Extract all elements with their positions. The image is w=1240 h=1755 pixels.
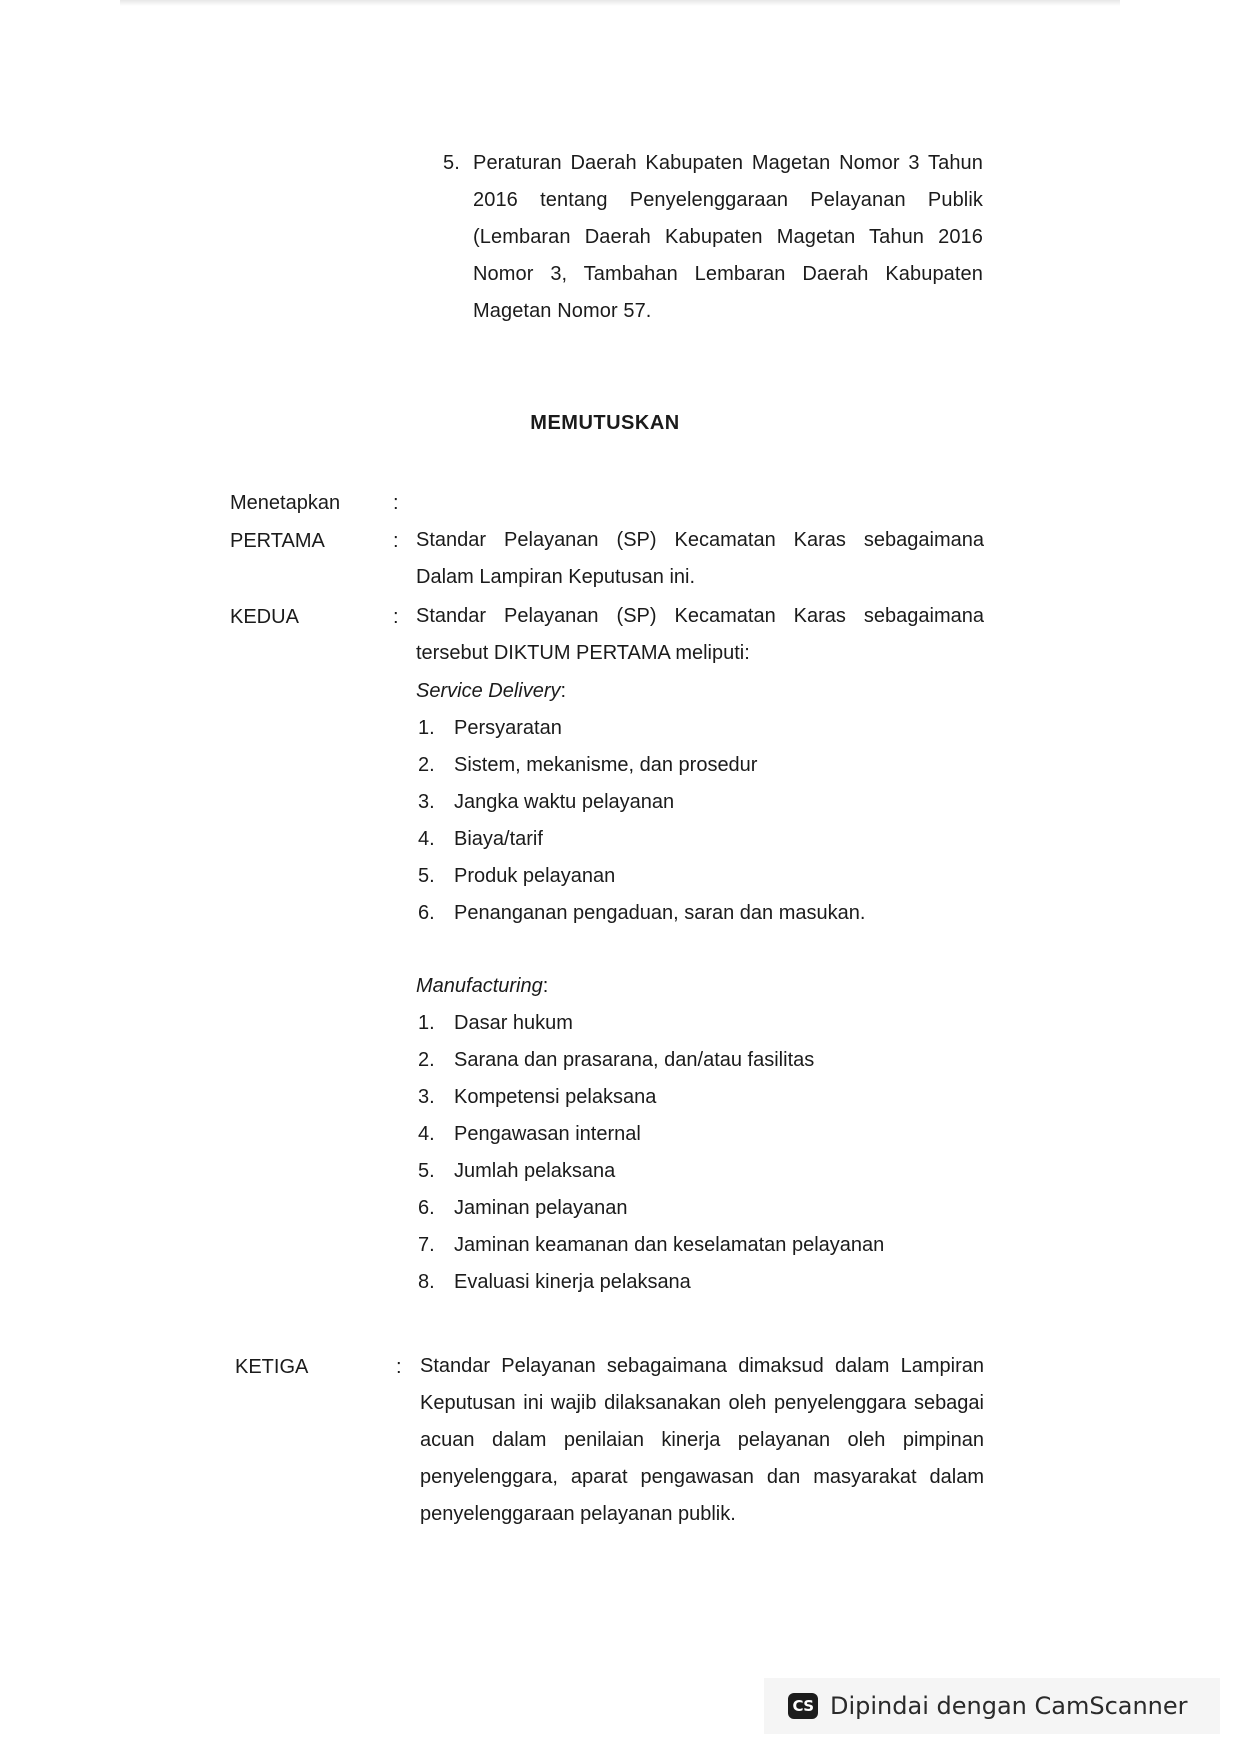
- list-number: 6.: [418, 1197, 435, 1219]
- list-text: Evaluasi kinerja pelaksana: [454, 1271, 691, 1293]
- manufacturing-list: [418, 1005, 984, 1301]
- manufacturing-title: Manufacturing: [416, 975, 543, 997]
- list-number: 1.: [418, 1012, 435, 1034]
- list-text: Persyaratan: [454, 717, 562, 739]
- list-item: [418, 895, 984, 932]
- scan-edge-shadow: [120, 0, 1120, 6]
- list-text: Sistem, mekanisme, dan prosedur: [454, 754, 758, 776]
- list-text: Jangka waktu pelayanan: [454, 791, 675, 813]
- list-text: Produk pelayanan: [454, 865, 616, 887]
- list-item: [418, 1227, 984, 1264]
- list-number: 6.: [418, 902, 435, 924]
- manufacturing-colon: :: [542, 975, 549, 997]
- list-item: [418, 1190, 984, 1227]
- list-item: [418, 747, 984, 784]
- kedua-label: KEDUA: [230, 606, 299, 628]
- service-delivery-list: [418, 710, 984, 932]
- pertama-colon: :: [393, 530, 399, 552]
- consideration-number: 5.: [443, 152, 460, 174]
- camscanner-logo-icon: CS: [788, 1693, 818, 1719]
- list-number: 2.: [418, 754, 435, 776]
- service-delivery-colon: :: [560, 680, 567, 702]
- list-text: Dasar hukum: [454, 1012, 573, 1034]
- list-number: 1.: [418, 717, 435, 739]
- list-text: Jaminan pelayanan: [454, 1197, 628, 1219]
- consideration-text: Peraturan Daerah Kabupaten Magetan Nomor 3 Tahun 2016 tentang Penyelenggaraan Pelayanan Publik (Lembaran Daerah Kabupaten Magetan Tahun 2016 Nomor 3, Tambahan Lembaran Daerah Kabupaten Magetan Nomor 57.: [473, 152, 983, 322]
- list-number: 3.: [418, 791, 435, 813]
- camscanner-text: Dipindai dengan CamScanner: [830, 1692, 1188, 1720]
- ketiga-colon: :: [396, 1356, 402, 1378]
- camscanner-watermark: [764, 1678, 1220, 1734]
- list-item: [418, 1042, 984, 1079]
- manufacturing-heading: [416, 968, 984, 1005]
- decision-heading: MEMUTUSKAN: [530, 412, 680, 434]
- list-item: [418, 1079, 984, 1116]
- list-number: 4.: [418, 1123, 435, 1145]
- list-number: 2.: [418, 1049, 435, 1071]
- pertama-text: Standar Pelayanan (SP) Kecamatan Karas sebagaimana Dalam Lampiran Keputusan ini.: [416, 529, 984, 588]
- list-number: 8.: [418, 1271, 435, 1293]
- list-text: Biaya/tarif: [454, 828, 543, 850]
- list-item: [418, 1005, 984, 1042]
- pertama-label: PERTAMA: [230, 530, 325, 552]
- list-number: 5.: [418, 1160, 435, 1182]
- list-item: [418, 1264, 984, 1301]
- kedua-text: Standar Pelayanan (SP) Kecamatan Karas sebagaimana tersebut DIKTUM PERTAMA meliputi:: [416, 605, 984, 664]
- list-item: [418, 784, 984, 821]
- list-item: [418, 710, 984, 747]
- ketiga-text: Standar Pelayanan sebagaimana dimaksud dalam Lampiran Keputusan ini wajib dilaksanakan oleh penyelenggara sebagai acuan dalam penilaian kinerja pelayanan oleh pimpinan penyelenggara, aparat pengawasan dan masyarakat dalam penyelenggaraan pelayanan publik.: [420, 1355, 984, 1525]
- menetapkan-label: Menetapkan: [230, 492, 341, 514]
- list-number: 5.: [418, 865, 435, 887]
- list-text: Kompetensi pelaksana: [454, 1086, 657, 1108]
- list-text: Sarana dan prasarana, dan/atau fasilitas: [454, 1049, 815, 1071]
- menetapkan-colon: :: [393, 492, 399, 514]
- list-item: [418, 858, 984, 895]
- list-text: Penanganan pengaduan, saran dan masukan.: [454, 902, 866, 924]
- list-item: [418, 1153, 984, 1190]
- ketiga-label: KETIGA: [235, 1356, 309, 1378]
- kedua-colon: :: [393, 606, 399, 628]
- list-number: 3.: [418, 1086, 435, 1108]
- service-delivery-heading: [416, 673, 984, 710]
- list-text: Pengawasan internal: [454, 1123, 641, 1145]
- list-item: [418, 821, 984, 858]
- list-item: [418, 1116, 984, 1153]
- list-text: Jaminan keamanan dan keselamatan pelayanan: [454, 1234, 885, 1256]
- service-delivery-title: Service Delivery: [416, 680, 561, 702]
- list-number: 7.: [418, 1234, 435, 1256]
- list-text: Jumlah pelaksana: [454, 1160, 616, 1182]
- list-number: 4.: [418, 828, 435, 850]
